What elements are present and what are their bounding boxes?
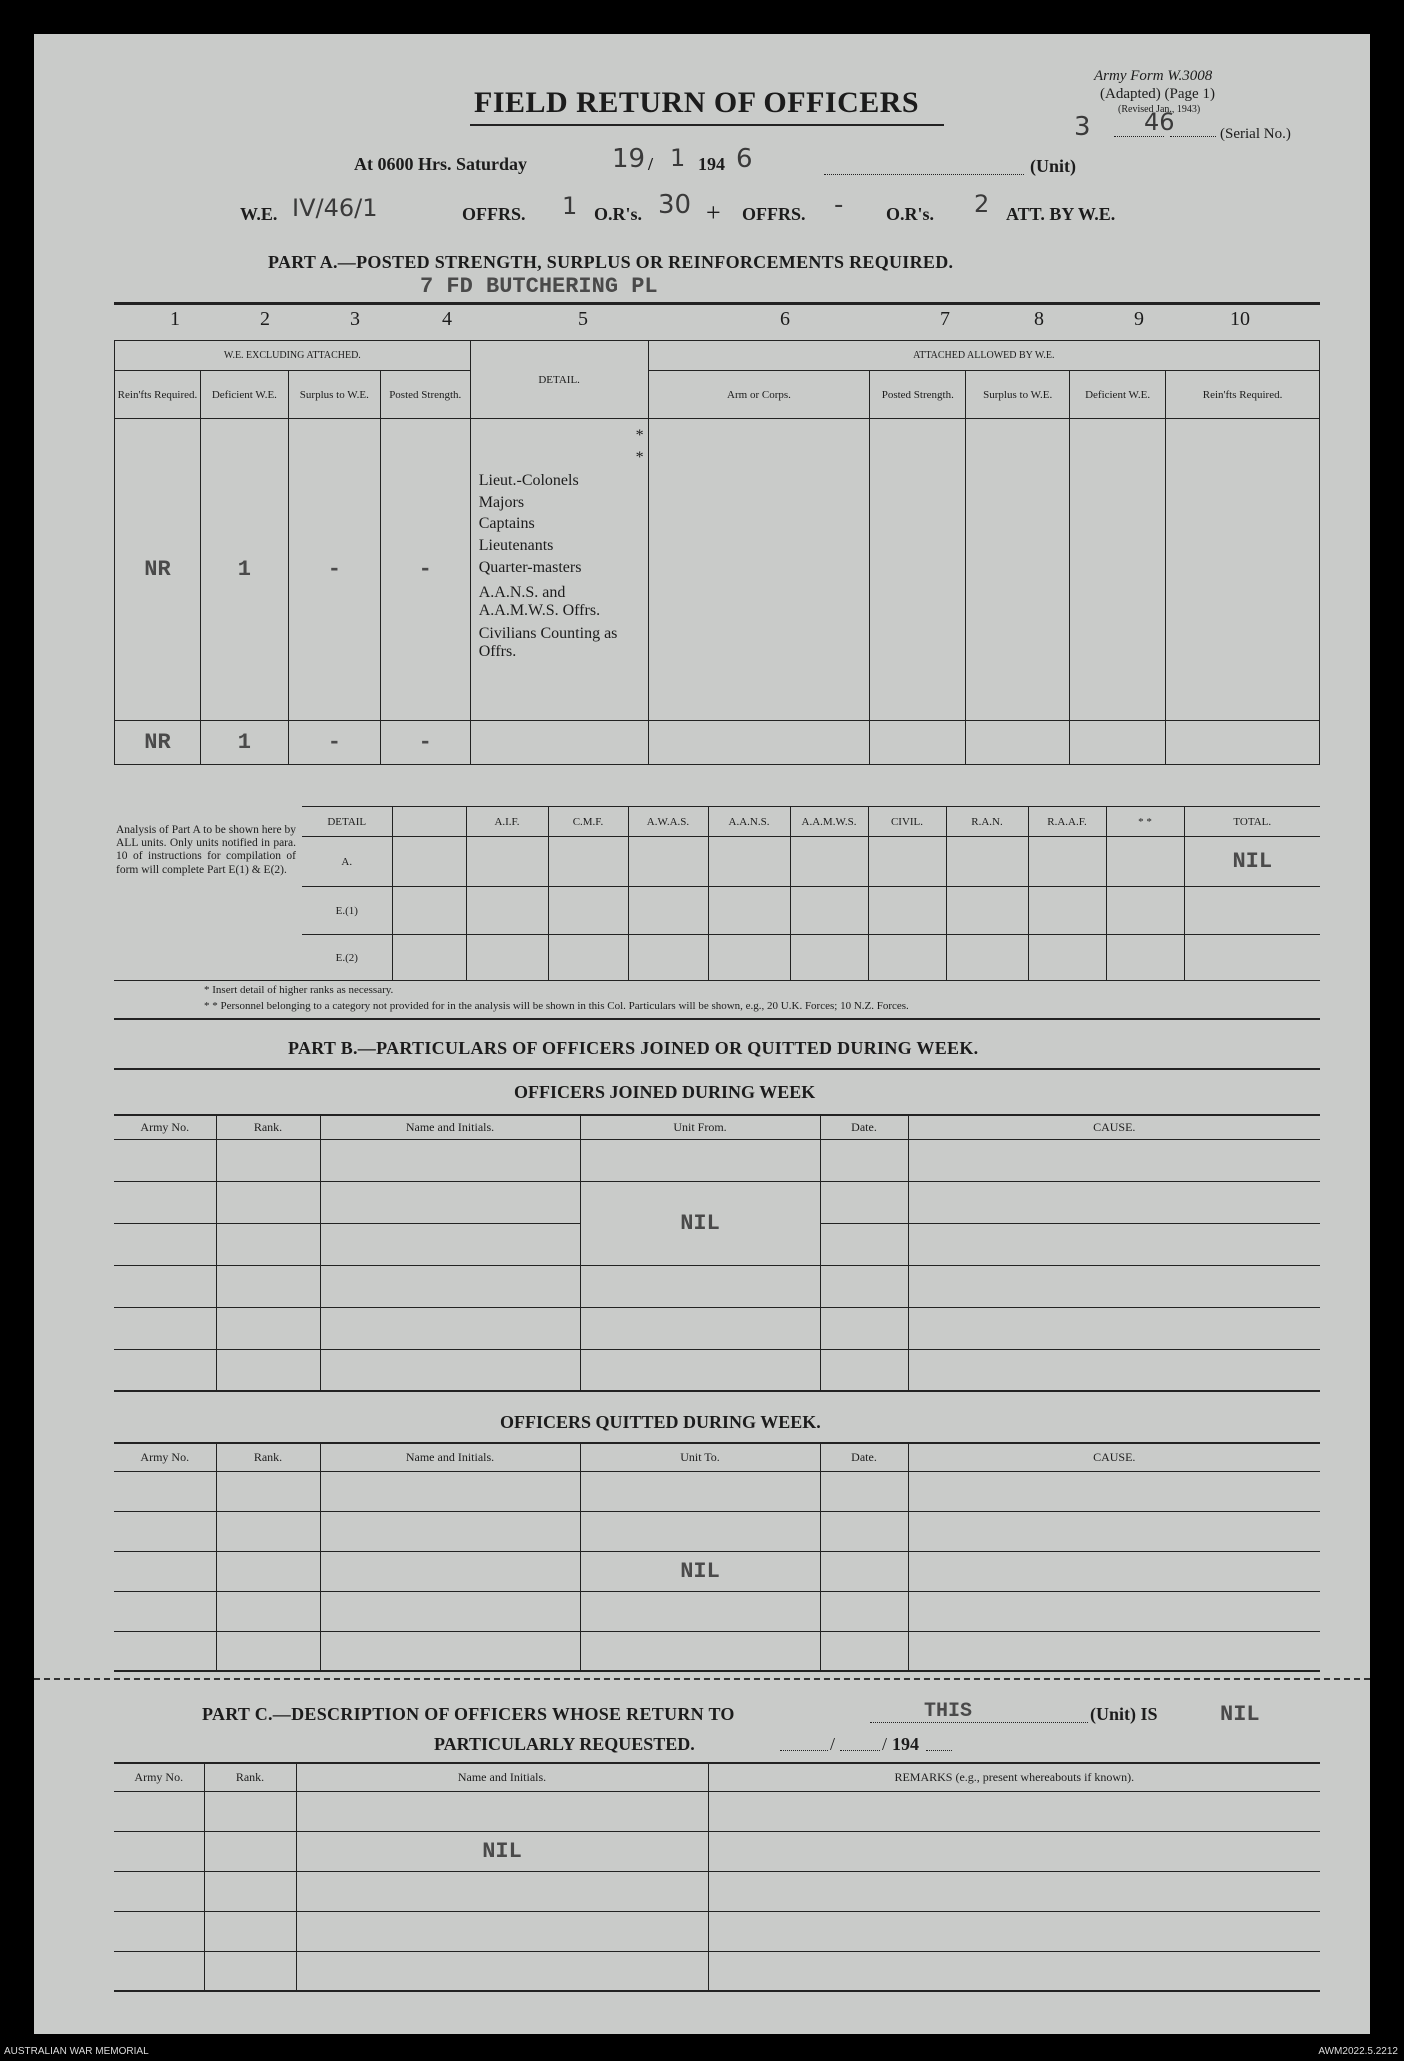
- total-c4: -: [380, 721, 470, 765]
- col7-header: Posted Strength.: [870, 371, 966, 419]
- row-c3: -: [288, 419, 380, 721]
- total-c2: 1: [200, 721, 288, 765]
- part-c-h-remarks: REMARKS (e.g., present whereabouts if known).: [708, 1763, 1320, 1791]
- joined-h-cause: CAUSE.: [908, 1115, 1320, 1139]
- quitted-h-rank: Rank.: [216, 1443, 320, 1471]
- col-num-7: 7: [940, 308, 950, 330]
- analysis-h-awas: A.W.A.S.: [628, 807, 708, 837]
- col-number-row: [34, 308, 1370, 338]
- col10-header: Rein'fts Required.: [1166, 371, 1320, 419]
- rank-star-2: *: [635, 448, 644, 466]
- analysis-h-blank: [392, 807, 466, 837]
- col2-header: Deficient W.E.: [200, 371, 288, 419]
- unit-label: (Unit): [1030, 156, 1076, 176]
- row-c1: NR: [115, 419, 201, 721]
- analysis-row-e1: E.(1): [302, 887, 392, 935]
- analysis-h-cmf: C.M.F.: [548, 807, 628, 837]
- col-num-8: 8: [1034, 308, 1044, 330]
- tear-line: [34, 1678, 1370, 1680]
- quitted-h-name: Name and Initials.: [320, 1443, 580, 1471]
- quitted-nil: NIL: [580, 1551, 820, 1591]
- analysis-row-e2: E.(2): [302, 935, 392, 981]
- total-c3: -: [288, 721, 380, 765]
- plus-sign: +: [706, 198, 721, 227]
- col-num-3: 3: [350, 308, 360, 330]
- joined-title: OFFICERS JOINED DURING WEEK: [514, 1082, 816, 1102]
- col1-header: Rein'fts Required.: [115, 371, 201, 419]
- serial-label: (Serial No.): [1220, 126, 1291, 142]
- joined-table: [114, 1114, 1320, 1392]
- rank-majors: Majors: [478, 493, 525, 511]
- col-num-10: 10: [1230, 308, 1250, 330]
- offrs-value: 1: [562, 192, 578, 220]
- analysis-h-aif: A.I.F.: [466, 807, 548, 837]
- part-c-this-typed: THIS: [924, 1700, 973, 1723]
- part-a-unit-typed: 7 FD BUTCHERING PL: [420, 274, 658, 299]
- serial-line-1: [1114, 136, 1164, 137]
- day-value: 19: [612, 144, 646, 174]
- detail-header: DETAIL.: [470, 341, 648, 419]
- analysis-note: Analysis of Part A to be shown here by ALL units. Only units notified in para. 10 of instructions for compilation of form will complete Part E(1) & E(2).: [116, 824, 296, 876]
- analysis-h-aans: A.A.N.S.: [708, 807, 790, 837]
- part-c-h-rank: Rank.: [204, 1763, 296, 1791]
- quitted-h-unit: Unit To.: [580, 1443, 820, 1471]
- joined-nil: NIL: [580, 1181, 820, 1265]
- rank-star-1: *: [635, 427, 644, 444]
- col-num-2: 2: [260, 308, 270, 330]
- at-label: At 0600 Hrs. Saturday: [354, 154, 528, 174]
- rank-captains: Captains: [478, 515, 535, 533]
- col-num-6: 6: [780, 308, 790, 330]
- col8-header: Surplus to W.E.: [966, 371, 1070, 419]
- rank-qm: Quarter-masters: [478, 558, 582, 576]
- part-a-table: [114, 340, 1320, 765]
- offrs2-label: OFFRS.: [742, 204, 806, 224]
- part-c-table: [114, 1762, 1320, 1992]
- col-num-4: 4: [442, 308, 452, 330]
- row-c2: 1: [200, 419, 288, 721]
- army-form-label: Army Form W.3008: [1094, 68, 1213, 84]
- analysis-h-civil: CIVIL.: [868, 807, 946, 837]
- title-underline: [470, 124, 944, 126]
- part-c-nil-typed: NIL: [1220, 1702, 1260, 1727]
- quitted-title: OFFICERS QUITTED DURING WEEK.: [500, 1412, 821, 1432]
- col6-header: Arm or Corps.: [648, 371, 870, 419]
- part-c-unit-line: [870, 1722, 1088, 1723]
- col4-header: Posted Strength.: [380, 371, 470, 419]
- army-form-adapted: (Adapted) (Page 1): [1100, 86, 1215, 102]
- part-c-h-name: Name and Initials.: [296, 1763, 708, 1791]
- joined-h-rank: Rank.: [216, 1115, 320, 1139]
- col-num-9: 9: [1134, 308, 1144, 330]
- analysis-h-aamws: A.A.M.W.S.: [790, 807, 868, 837]
- total-c1: NR: [115, 721, 201, 765]
- analysis-row-a: A.: [302, 837, 392, 887]
- rank-lt-col: Lieut.-Colonels: [478, 472, 579, 490]
- part-c-unit-is: (Unit) IS: [1090, 1704, 1158, 1724]
- analysis-table: [302, 806, 1320, 981]
- part-c-title-b: PARTICULARLY REQUESTED.: [434, 1734, 695, 1754]
- footer-left: AUSTRALIAN WAR MEMORIAL: [4, 2046, 149, 2057]
- joined-h-armyno: Army No.: [114, 1115, 216, 1139]
- attached-allowed-header: ATTACHED ALLOWED BY W.E.: [648, 341, 1319, 371]
- part-c-year-prefix: 194: [892, 1734, 919, 1754]
- year-prefix: 194: [698, 154, 725, 174]
- row-c4: -: [380, 419, 470, 721]
- col-num-5: 5: [578, 308, 588, 330]
- col3-header: Surplus to W.E.: [288, 371, 380, 419]
- quitted-table: [114, 1442, 1320, 1672]
- year-suffix: 6: [736, 144, 753, 174]
- quitted-h-date: Date.: [820, 1443, 908, 1471]
- ors2-label: O.R's.: [886, 204, 935, 224]
- footnote-1: * Insert detail of higher ranks as necessary.: [204, 984, 394, 996]
- analysis-h-detail: DETAIL: [302, 807, 392, 837]
- analysis-h-raaf: R.A.A.F.: [1028, 807, 1106, 837]
- offrs-label: OFFRS.: [462, 204, 526, 224]
- we-label: W.E.: [240, 204, 278, 224]
- analysis-h-other: * *: [1106, 807, 1184, 837]
- joined-h-date: Date.: [820, 1115, 908, 1139]
- quitted-h-cause: CAUSE.: [908, 1443, 1320, 1471]
- serial-hand-right: 46: [1144, 108, 1175, 136]
- joined-h-unit: Unit From.: [580, 1115, 820, 1139]
- unit-line: [824, 174, 1024, 175]
- rank-list: [470, 419, 648, 721]
- analysis-h-ran: R.A.N.: [946, 807, 1028, 837]
- we-value: IV/46/1: [292, 194, 378, 222]
- joined-h-name: Name and Initials.: [320, 1115, 580, 1139]
- att-label: ATT. BY W.E.: [1006, 204, 1116, 224]
- we-excluding-header: W.E. EXCLUDING ATTACHED.: [115, 341, 471, 371]
- part-c-title-a: PART C.—DESCRIPTION OF OFFICERS WHOSE RETURN TO: [202, 1704, 735, 1724]
- serial-line-2: [1170, 136, 1216, 137]
- offrs2-value: -: [834, 190, 844, 220]
- part-c-nil: NIL: [296, 1831, 708, 1871]
- ors2-value: 2: [974, 190, 990, 218]
- month-value: 1: [670, 144, 686, 172]
- part-b-title: PART B.—PARTICULARS OF OFFICERS JOINED OR QUITTED DURING WEEK.: [288, 1038, 979, 1058]
- ors-value: 30: [658, 190, 692, 220]
- rank-aans: A.A.N.S. and A.A.M.W.S. Offrs.: [478, 584, 601, 619]
- footer-right: AWM2022.5.2212: [1318, 2046, 1398, 2057]
- footnote-2: * * Personnel belonging to a category not provided for in the analysis will be shown in this Col. Particulars will be shown, e.g., 20 U.K. Forces; 10 N.Z. Forces.: [204, 1000, 909, 1012]
- ors-label: O.R's.: [594, 204, 643, 224]
- rank-lieutenants: Lieutenants: [478, 536, 554, 554]
- quitted-h-armyno: Army No.: [114, 1443, 216, 1471]
- col9-header: Deficient W.E.: [1070, 371, 1166, 419]
- col-num-1: 1: [170, 308, 180, 330]
- form-paper: FIELD RETURN OF OFFICERS Army Form W.3008 (Adapted) (Page 1) (Revised Jan., 1943) 3 46 (Serial No.) At 0600 Hrs. Saturday 19 / 1 194 6 (Unit) W.E. IV/46/1 OFFRS. 1 O.R's. 30 + OFFRS. - O.R's. 2 ATT. BY W.E. PART A.—POSTED STRENGTH, SURPLUS OR REINFORCEMENTS REQUIRED. 7 FD BUTCHERING PL 1 2 3 4 5 6 7 8 9 10 W.E. EXCLUDING ATTACHED. DETAIL. ATTACHED ALLOWED BY W.E. Rein'fts Required. Deficient W.E. Surplus to W.E. Posted Strength. Arm or Corps. Posted Strength. Surplus to W.E. Deficient W.E. Rein'fts Required. NR 1 - - * * Lieut.-Colonels Majors Captains Lieutenants Quarter-masters A.A.N.S. and A.A.M.W.S. Offrs. Civilians Counting as Offrs. NR 1 - - Analysis of Part A to be shown here by ALL units. Only units notified in para. 10 of instructions for compilation of form will complete Part E(1) & E(2). DETAIL A.I.F. C.M.F. A.W.A.S. A.A.N.S. A.A.M.W.S. CIVIL. R.A.N. R.A.A.F. * * TOTAL. A. NIL E.(1) E.(2) * Insert detail of higher ranks as necessary. * * Personnel belonging to a category not provided for in the analysis will be shown in this Col. Particulars will be shown, e.g., 20 U.K. Forces; 10 N.Z. Forces. PART B.—PARTICULARS OF OFFICERS JOINED OR QUITTED DURING WEEK. OFFICERS JOINED DURING WEEK Army No. Rank. Name and Initials. Unit From. Date. CAUSE. NIL OFFICERS QUITTED DURING WEEK. Army No. Rank. Name and Initials. Unit To. Date. CAUSE. NIL PART C.—DESCRIPTION OF OFFICERS WHOSE RETURN TO THIS (Unit) IS NIL PARTICULARLY REQUESTED. / / 194 Army No. Rank. Name and Initials. REMARKS (e.g., present whereabouts if known). NIL: [34, 34, 1370, 2034]
- form-title: FIELD RETURN OF OFFICERS: [474, 86, 920, 119]
- analysis-h-total: TOTAL.: [1184, 807, 1320, 837]
- analysis-total-nil: NIL: [1184, 837, 1320, 887]
- serial-hand-left: 3: [1074, 112, 1091, 142]
- rank-civilians: Civilians Counting as Offrs.: [478, 625, 618, 660]
- part-c-h-armyno: Army No.: [114, 1763, 204, 1791]
- part-a-title: PART A.—POSTED STRENGTH, SURPLUS OR REINFORCEMENTS REQUIRED.: [268, 252, 954, 272]
- army-form-revised: (Revised Jan., 1943): [1118, 104, 1201, 115]
